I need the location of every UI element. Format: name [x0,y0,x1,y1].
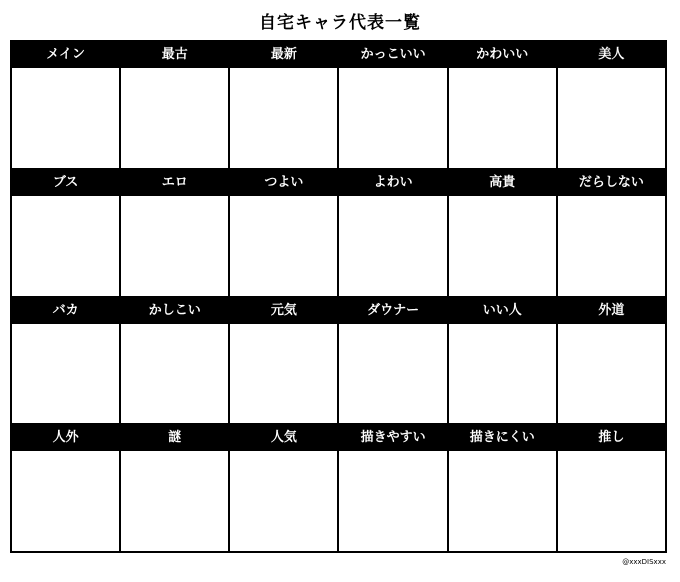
cell-image-area[interactable] [339,324,446,424]
cell-label: 最古 [121,42,228,68]
cell-image-area[interactable] [121,324,228,424]
grid-cell[interactable] [339,170,446,296]
grid-cell[interactable] [339,298,446,424]
cell-label: 推し [558,425,665,451]
grid-cell[interactable] [12,425,119,551]
cell-label: 高貴 [449,170,556,196]
cell-label: 元気 [230,298,337,324]
cell-label: 謎 [121,425,228,451]
cell-image-area[interactable] [121,68,228,168]
cell-label: メイン [12,42,119,68]
cell-image-area[interactable] [449,196,556,296]
credit-text: @xxxDISxxx [622,558,666,566]
cell-label: 最新 [230,42,337,68]
cell-label: 描きやすい [339,425,446,451]
grid-cell[interactable] [449,170,556,296]
grid-cell[interactable] [230,425,337,551]
grid-cell[interactable] [449,298,556,424]
grid-cell[interactable] [339,42,446,168]
grid-cell[interactable] [449,42,556,168]
cell-image-area[interactable] [339,196,446,296]
cell-image-area[interactable] [12,68,119,168]
cell-label: よわい [339,170,446,196]
cell-image-area[interactable] [230,68,337,168]
grid-cell[interactable] [339,425,446,551]
cell-label: 美人 [558,42,665,68]
cell-label: いい人 [449,298,556,324]
cell-label: ダウナー [339,298,446,324]
cell-label: 人気 [230,425,337,451]
cell-image-area[interactable] [339,451,446,551]
cell-image-area[interactable] [121,196,228,296]
grid-cell[interactable] [558,42,665,168]
cell-label: エロ [121,170,228,196]
character-grid [10,40,667,553]
grid-cell[interactable] [230,170,337,296]
cell-image-area[interactable] [339,68,446,168]
grid-cell[interactable] [121,170,228,296]
grid-cell[interactable] [121,42,228,168]
cell-image-area[interactable] [12,196,119,296]
cell-image-area[interactable] [558,68,665,168]
cell-label: 人外 [12,425,119,451]
cell-image-area[interactable] [558,324,665,424]
cell-image-area[interactable] [121,451,228,551]
cell-image-area[interactable] [449,68,556,168]
cell-image-area[interactable] [230,324,337,424]
cell-label: バカ [12,298,119,324]
cell-image-area[interactable] [558,451,665,551]
cell-label: 外道 [558,298,665,324]
cell-label: かしこい [121,298,228,324]
cell-image-area[interactable] [558,196,665,296]
cell-image-area[interactable] [12,324,119,424]
grid-cell[interactable] [12,170,119,296]
grid-cell[interactable] [121,425,228,551]
grid-cell[interactable] [12,298,119,424]
cell-image-area[interactable] [449,324,556,424]
cell-image-area[interactable] [449,451,556,551]
grid-cell[interactable] [558,170,665,296]
cell-image-area[interactable] [12,451,119,551]
cell-label: 描きにくい [449,425,556,451]
grid-cell[interactable] [558,298,665,424]
grid-cell[interactable] [230,42,337,168]
cell-image-area[interactable] [230,196,337,296]
grid-cell[interactable] [230,298,337,424]
page-title: 自宅キャラ代表一覧 [259,13,421,33]
cell-label: つよい [230,170,337,196]
cell-label: だらしない [558,170,665,196]
grid-cell[interactable] [121,298,228,424]
grid-cell[interactable] [12,42,119,168]
grid-cell[interactable] [558,425,665,551]
grid-cell[interactable] [449,425,556,551]
cell-image-area[interactable] [230,451,337,551]
cell-label: ブス [12,170,119,196]
cell-label: かわいい [449,42,556,68]
cell-label: かっこいい [339,42,446,68]
